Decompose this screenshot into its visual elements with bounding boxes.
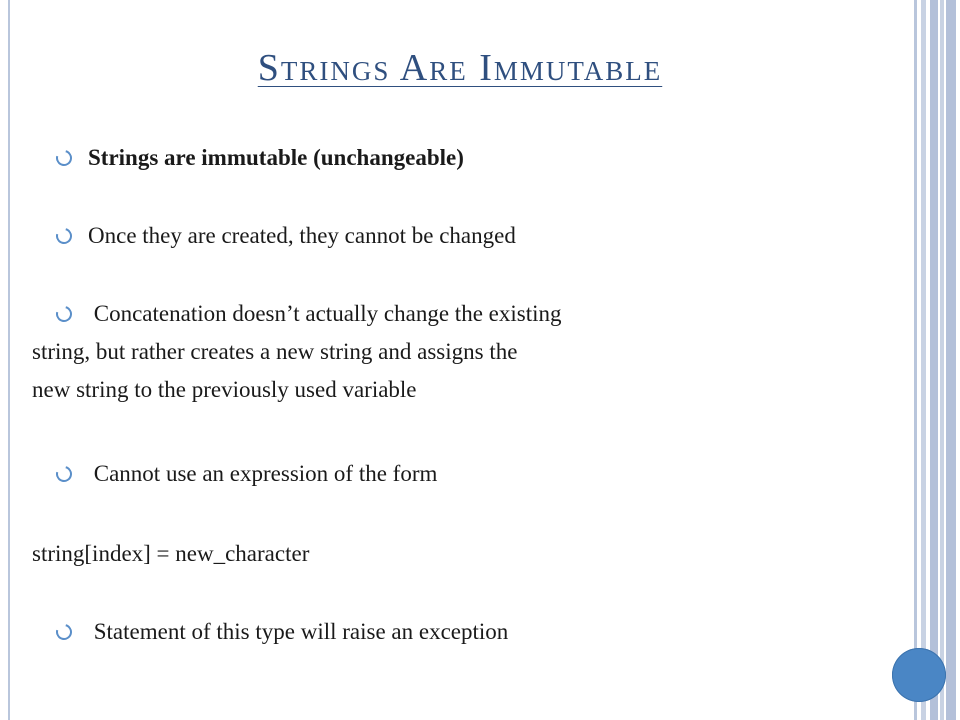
bullet-text: Statement of this type will raise an exception xyxy=(88,619,509,644)
bullet-text: Concatenation doesn’t actually change the existing xyxy=(88,301,562,326)
bullet-item xyxy=(56,218,516,255)
bullet-icon xyxy=(53,621,75,643)
bullet-icon xyxy=(53,225,75,247)
bullet-item xyxy=(56,456,437,493)
bullet-item xyxy=(56,296,562,333)
continuation-line: string, but rather creates a new string and assigns the xyxy=(32,339,518,364)
bullet-text: Cannot use an expression of the form xyxy=(88,461,438,486)
bullet-item xyxy=(56,140,464,177)
code-line: string[index] = new_character xyxy=(32,541,310,566)
decorative-stripe xyxy=(946,0,956,720)
decorative-circle xyxy=(892,648,946,702)
bullet-icon xyxy=(53,463,75,485)
bullet-text: Once they are created, they cannot be changed xyxy=(88,223,516,248)
continuation-line: new string to the previously used variable xyxy=(32,377,417,402)
bullet-icon xyxy=(53,303,75,325)
decorative-stripe xyxy=(940,0,944,720)
decorative-stripe xyxy=(914,0,917,720)
bullet-icon xyxy=(53,147,75,169)
decorative-stripe xyxy=(921,0,926,720)
bullet-item xyxy=(56,614,508,651)
bullet-text: Strings are immutable (unchangeable) xyxy=(88,145,464,170)
decorative-stripe xyxy=(930,0,938,720)
slide-title: Strings Are Immutable xyxy=(257,47,663,89)
left-border-line xyxy=(8,0,10,720)
